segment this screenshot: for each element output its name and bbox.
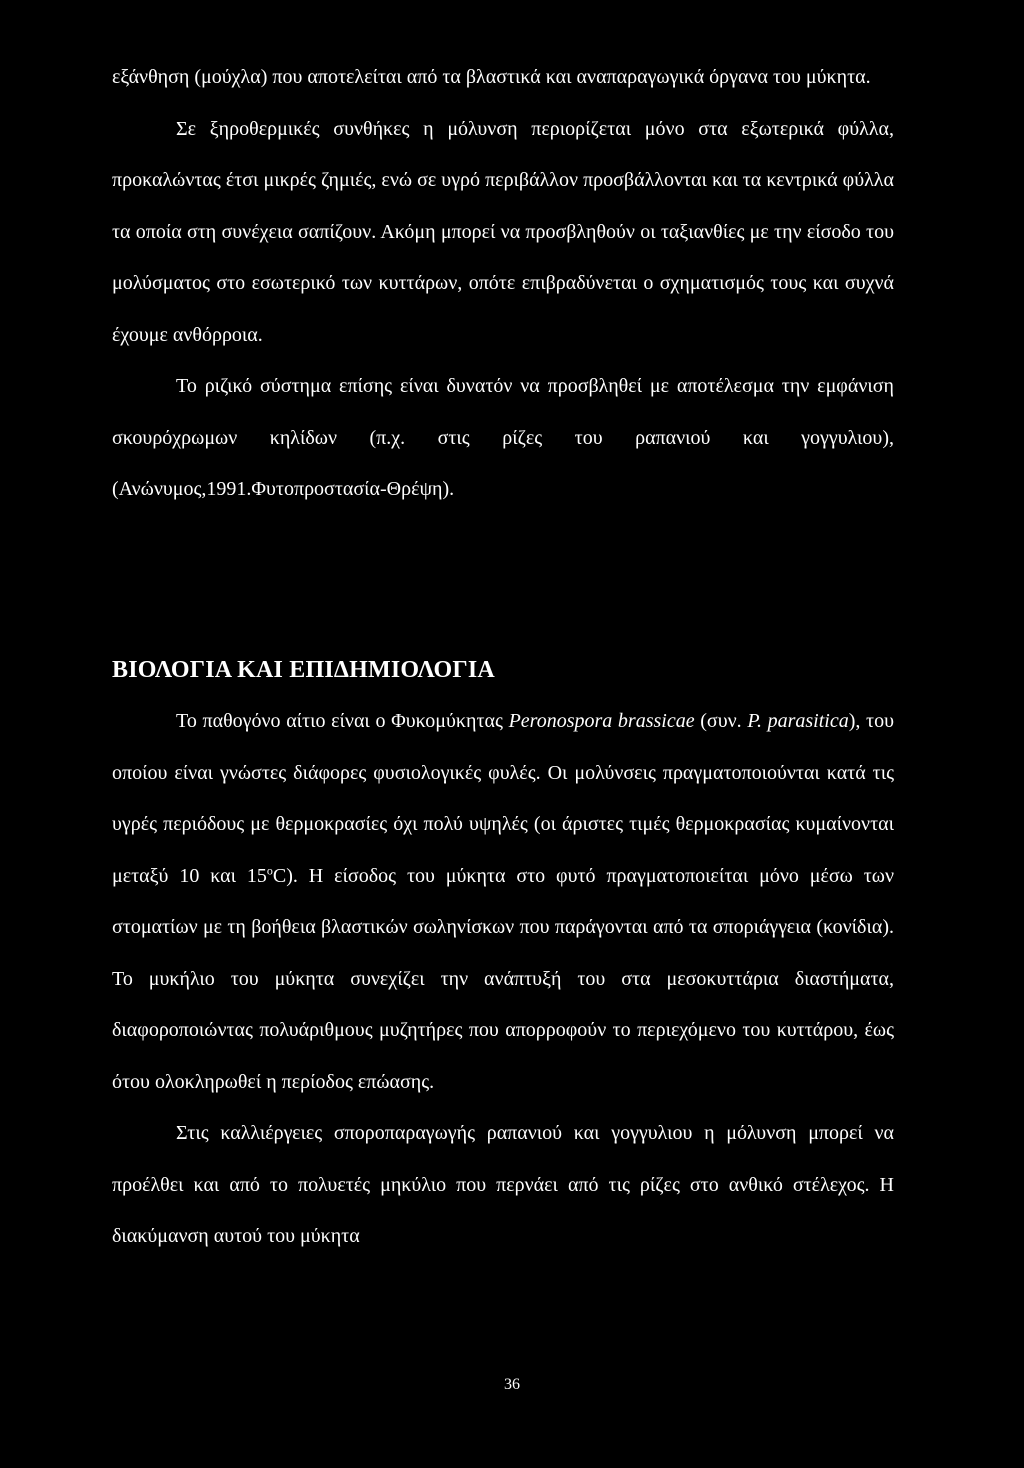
paragraph-continuation: εξάνθηση (μούχλα) που αποτελείται από τα βλαστικά και αναπαραγωγικά όργανα του μύκητα. xyxy=(112,66,871,88)
pathogen-text-start: Το παθογόνο αίτιο είναι ο Φυκομύκητας xyxy=(176,710,509,732)
paragraph-dry-conditions: Σε ξηροθερμικές συνθήκες η μόλυνση περιορίζεται μόνο στα εξωτερικά φύλλα, προκαλώντας έτσι μικρές ζημιές, ενώ σε υγρό περιβάλλον προσβάλλονται και τα κεντρικά φύλλα τα οποία στη συνέχεια σαπίζουν. Ακόμη μπορεί να προσβληθούν οι ταξιανθίες με την είσοδο του μολύσματος στο εσωτερικό των κυττάρων, οπότε επιβραδύνεται ο σχηματισμός τους και συχνά έχουμε ανθόρροια. xyxy=(112,117,894,346)
paragraph-seed-crops: Στις καλλιέργειες σποροπαραγωγής ραπανιού και γογγυλιου η μόλυνση μπορεί να προέλθει και από το πολυετές μηκύλιο που περνάει από τις ρίζες στο ανθικό στέλεχος. Η διακύμανση αυτού του μύκητα xyxy=(112,1122,894,1247)
degree-symbol: ο xyxy=(266,862,273,877)
synonym-prefix: (συν. xyxy=(694,710,748,732)
section-heading: ΒΙΟΛΟΓΙΑ ΚΑΙ ΕΠΙΔΗΜΙΟΛΟΓΙΑ xyxy=(112,657,495,683)
species-name: Peronospora brassicae xyxy=(508,710,695,732)
paragraph-pathogen xyxy=(112,696,894,1108)
pathogen-text-end: C). Η είσοδος του μύκητα στο φυτό πραγματοποιείται μόνο μέσω των στοματίων με τη βοήθεια βλαστικών σωληνίσκων που παράγονται από τα σποριάγγεια (κονίδια). Το μυκήλιο του μύκητα συνεχίζει την ανάπτυξή του στα μεσοκυττάρια διαστήματα, διαφοροποιώντας πολυάριθμους μυζητήρες που απορροφούν το περιεχόμενο του κυττάρου, έως ότου ολοκληρωθεί η περίοδος επώασης. xyxy=(112,864,894,1093)
text-block-upper xyxy=(112,52,894,516)
page-number: 36 xyxy=(504,1376,520,1393)
paragraph-root-system: Το ριζικό σύστημα επίσης είναι δυνατόν να προσβληθεί με αποτέλεσμα την εμφάνιση σκουρόχρωμων κηλίδων (π.χ. στις ρίζες του ραπανιού και γογγυλιου), (Ανώνυμος,1991.Φυτοπροστασία-Θρέψη). xyxy=(112,375,894,500)
text-block-lower xyxy=(112,696,894,1263)
pathogen-text-body: ), του οποίου είναι γνώστες διάφορες φυσιολογικές φυλές. Οι μολύνσεις πραγματοποιούνται κατά τις υγρές περιόδους με θερμοκρασίες όχι πολύ υψηλές (οι άριστες τιμές θερμοκρασίας κυμαίνονται μεταξύ 10 και 15 xyxy=(112,710,894,887)
species-synonym: P. parasitica xyxy=(747,710,849,732)
